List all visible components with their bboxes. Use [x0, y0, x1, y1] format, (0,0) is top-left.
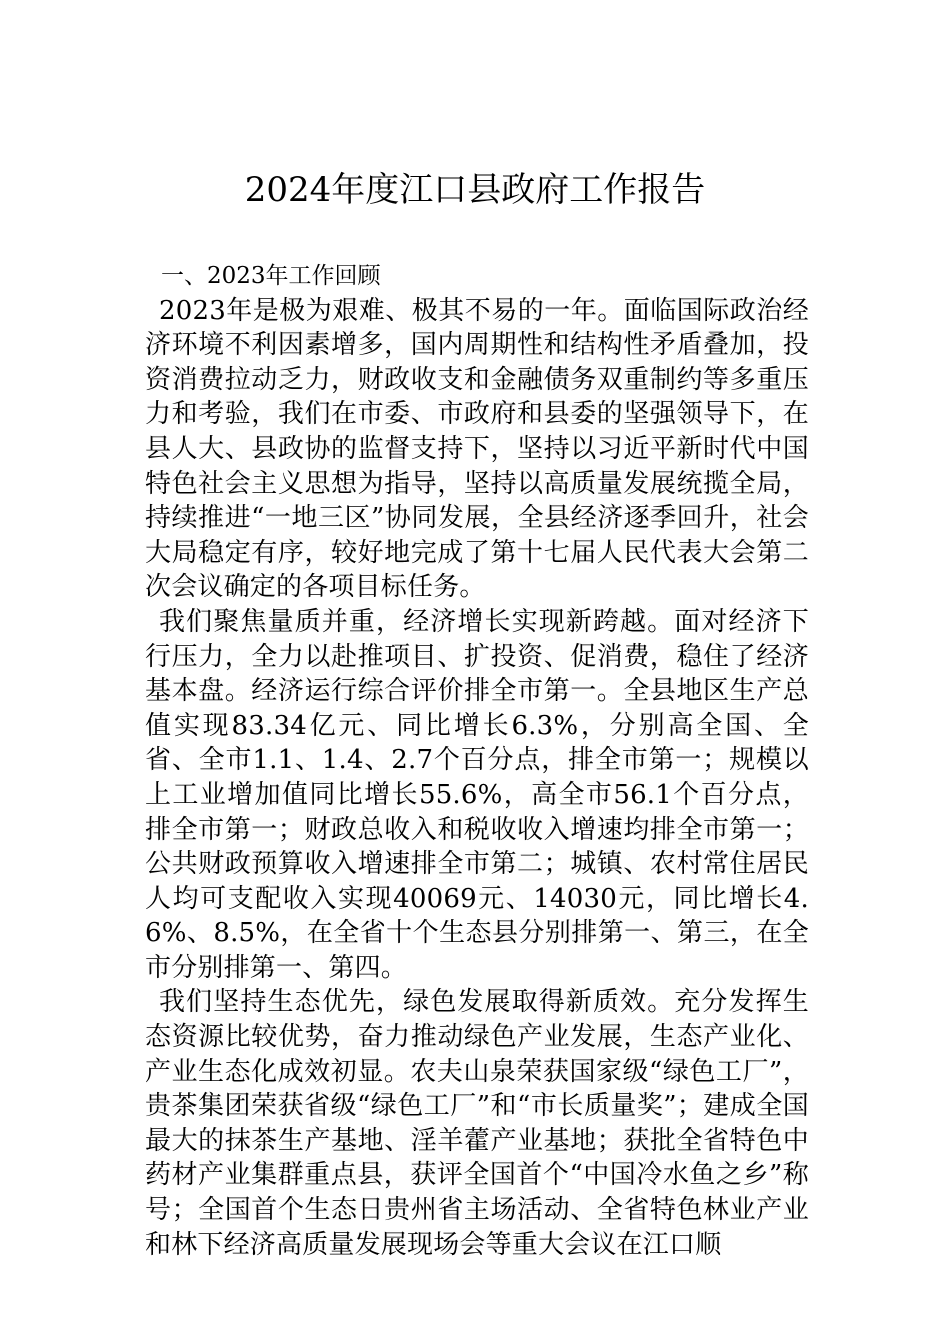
paragraph-economic-growth: 我们聚焦量质并重，经济增长实现新跨越。面对经济下行压力，全力以赴推项目、扩投资、促消费，稳住了经济基本盘。经济运行综合评价排全市第一。全县地区生产总值实现83.34亿元、同比增长6.3%，分别高全国、全省、全市1.1、1.4、2.7个百分点，排全市第一；规模以上工业增加值同比增长55.6%，高全市56.1个百分点，排全市第一；财政总收入和税收收入增速均排全市第一；公共财政预算收入增速排全市第二；城镇、农村常住居民人均可支配收入实现40069元、14030元，同比增长4.6%、8.5%，在全省十个生态县分别排第一、第三，在全市分别排第一、第四。 — [145, 606, 809, 983]
document-title: 2024年度江口县政府工作报告 — [244, 170, 706, 210]
section-heading: 一、2023年工作回顾 — [161, 263, 381, 289]
document-body — [145, 259, 809, 1262]
paragraph-green-development: 我们坚持生态优先，绿色发展取得新质效。充分发挥生态资源比较优势，奋力推动绿色产业发展，生态产业化、产业生态化成效初显。农夫山泉荣获国家级“绿色工厂”，贵茶集团荣获省级“绿色工厂”和“市长质量奖”；建成全国最大的抹茶生产基地、淫羊藿产业基地；获批全省特色中药材产业集群重点县，获评全国首个“中国冷水鱼之乡”称号；全国首个生态日贵州省主场活动、全省特色林业产业和林下经济高质量发展现场会等重大会议在江口顺 — [145, 987, 809, 1260]
paragraph-overview: 2023年是极为艰难、极其不易的一年。面临国际政治经济环境不利因素增多，国内周期性和结构性矛盾叠加，投资消费拉动乏力，财政收支和金融债务双重制约等多重压力和考验，我们在市委、市政府和县委的坚强领导下，在县人大、县政协的监督支持下，坚持以习近平新时代中国特色社会主义思想为指导，坚持以高质量发展统揽全局，持续推进“一地三区”协同发展，全县经济逐季回升，社会大局稳定有序，较好地完成了第十七届人民代表大会第二次会议确定的各项目标任务。 — [145, 295, 809, 603]
